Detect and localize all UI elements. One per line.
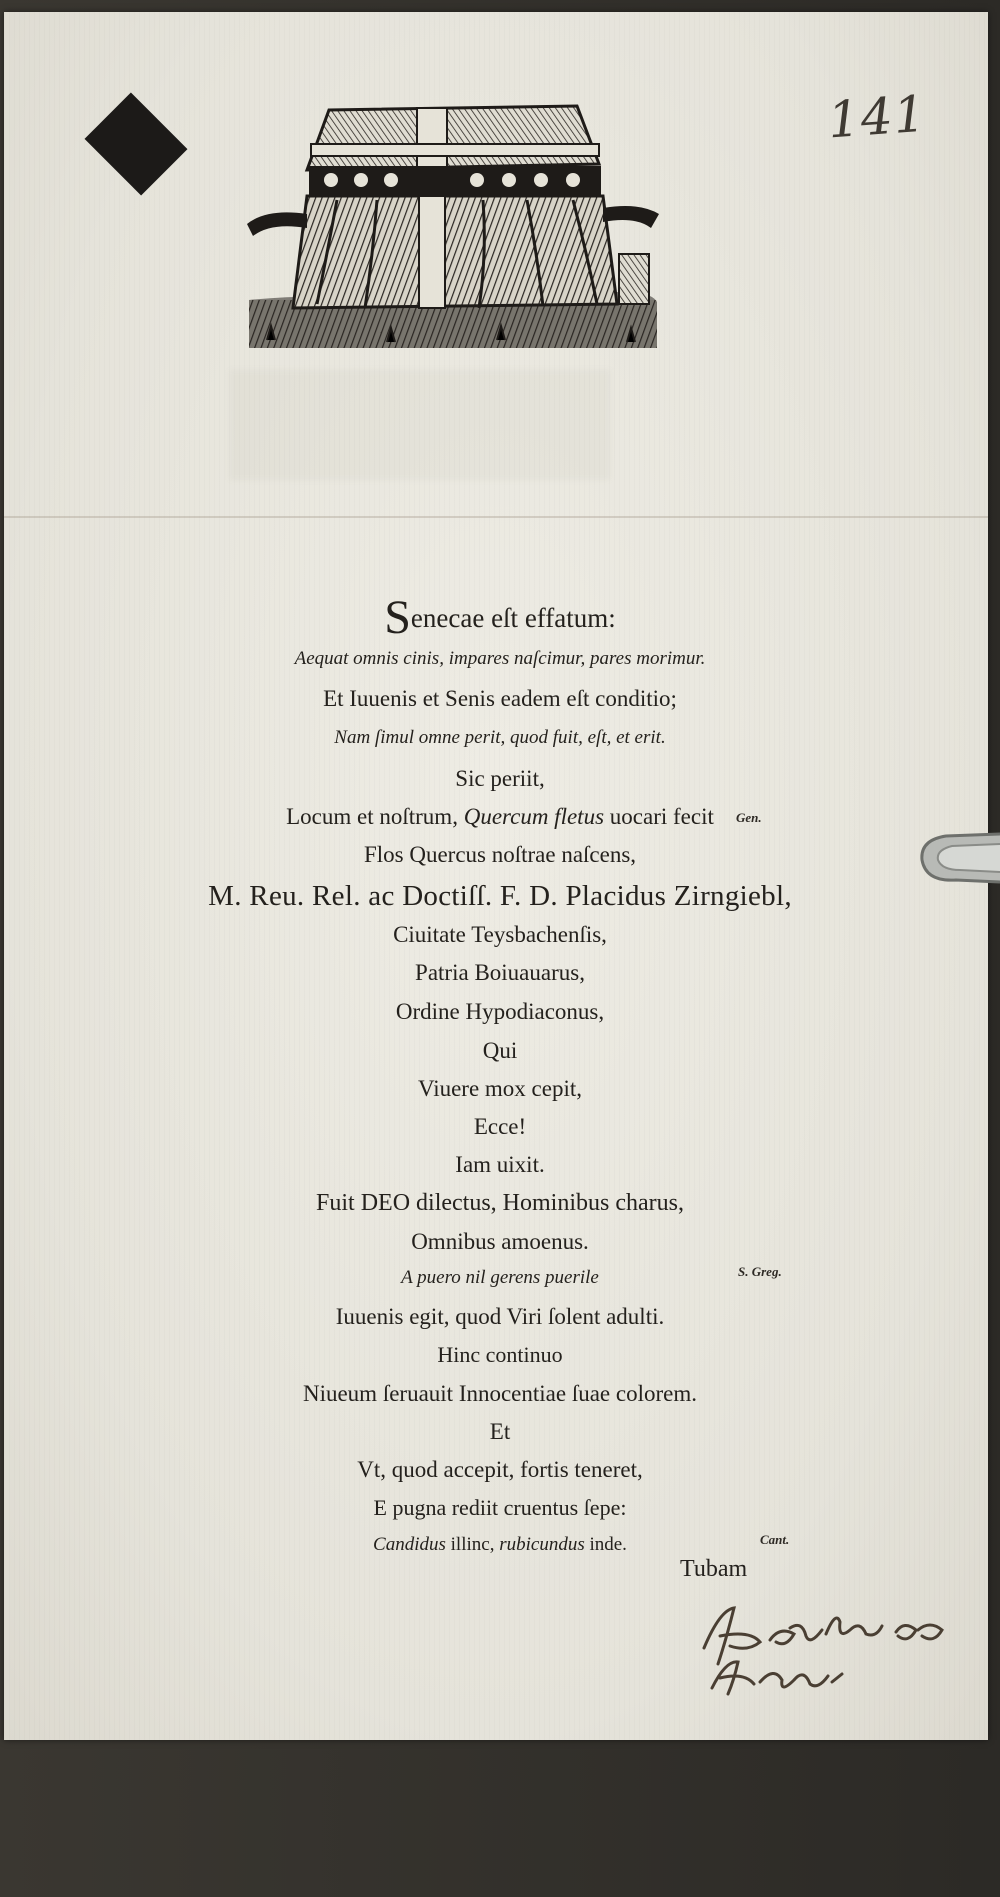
text-line — [0, 766, 1000, 792]
handwritten-signature — [690, 1590, 960, 1710]
text-fragment: Vt, quod accepit, fortis teneret, — [357, 1457, 643, 1482]
text-line — [0, 591, 1000, 644]
text-fragment: rubicundus — [499, 1534, 585, 1555]
text-fragment: Et — [489, 1419, 511, 1444]
text-line — [0, 842, 1000, 868]
drop-capital: S — [384, 591, 411, 644]
text-line — [0, 1381, 1000, 1407]
text-fragment: Flos Quercus noſtrae naſcens, — [363, 842, 637, 867]
text-fragment: E pugna rediit cruentus ſepe: — [373, 1495, 627, 1520]
text-line — [0, 1534, 1000, 1556]
text-line — [0, 880, 1000, 913]
text-fragment: Locum et noſtrum, — [286, 804, 464, 829]
text-line — [0, 1342, 1000, 1368]
margin-note-gen: Gen. — [736, 810, 762, 825]
text-line — [0, 999, 1000, 1025]
text-fragment: Fuit DEO dilectus, Hominibus charus, — [316, 1190, 684, 1216]
text-line — [0, 1152, 1000, 1178]
text-fragment: Ciuitate Teysbachenſis, — [393, 922, 607, 947]
text-fragment: Ecce! — [473, 1114, 527, 1139]
text-fragment: Nam ſimul omne perit, quod fuit, eſt, et erit. — [334, 727, 666, 748]
margin-note-greg: S. Greg. — [738, 1264, 782, 1279]
text-line — [0, 1190, 1000, 1217]
text-fragment: M. Reu. Rel. ac Doctiſſ. F. D. Placidus Zirngiebl, — [208, 880, 792, 912]
text-line — [0, 1495, 1000, 1521]
text-fragment: illinc, — [445, 1534, 500, 1555]
text-fragment: Candidus — [373, 1534, 446, 1555]
text-fragment: Iam uixit. — [455, 1152, 545, 1177]
text-line — [0, 1304, 1000, 1330]
text-fragment: Viuere mox cepit, — [417, 1076, 583, 1101]
margin-note-cant: Cant. — [760, 1532, 790, 1547]
text-fragment: Iuuenis egit, quod Viri ſolent adulti. — [335, 1304, 665, 1329]
text-line — [0, 960, 1000, 986]
text-line — [0, 804, 1000, 830]
text-fragment: A puero nil gerens puerile — [401, 1267, 599, 1288]
text-line — [0, 648, 1000, 670]
text-fragment: Omnibus amoenus. — [411, 1229, 589, 1254]
text-fragment: enecae eſt effatum: — [410, 603, 616, 633]
paper-clip-icon — [916, 830, 1000, 900]
text-fragment: inde. — [584, 1534, 627, 1555]
text-fragment: Qui — [482, 1038, 518, 1063]
folio-number: 141 — [826, 84, 929, 150]
text-fragment: Niueum ſeruauit Innocentiae ſuae colorem. — [302, 1381, 698, 1406]
text-fragment: Hinc continuo — [437, 1342, 563, 1367]
text-fragment: Patria Boiuauarus, — [415, 960, 585, 985]
text-line — [0, 1419, 1000, 1445]
text-line — [0, 1457, 1000, 1483]
text-fragment: uocari fecit — [604, 804, 714, 829]
text-line — [0, 1229, 1000, 1255]
text-line — [0, 922, 1000, 948]
text-fragment: Et Iuuenis et Senis eadem eſt conditio; — [323, 686, 677, 711]
text-fragment: Ordine Hypodiaconus, — [395, 999, 605, 1024]
text-line — [0, 1038, 1000, 1064]
text-line — [0, 686, 1000, 712]
text-fragment: Sic periit, — [455, 766, 545, 791]
catchword: Tubam — [680, 1556, 748, 1582]
text-line — [0, 727, 1000, 749]
text-line — [0, 1114, 1000, 1140]
text-fragment: Aequat omnis cinis, impares naſcimur, pares morimur. — [294, 648, 706, 669]
text-fragment: Quercum fletus — [463, 804, 605, 829]
text-line — [0, 1267, 1000, 1289]
text-line — [0, 1076, 1000, 1102]
